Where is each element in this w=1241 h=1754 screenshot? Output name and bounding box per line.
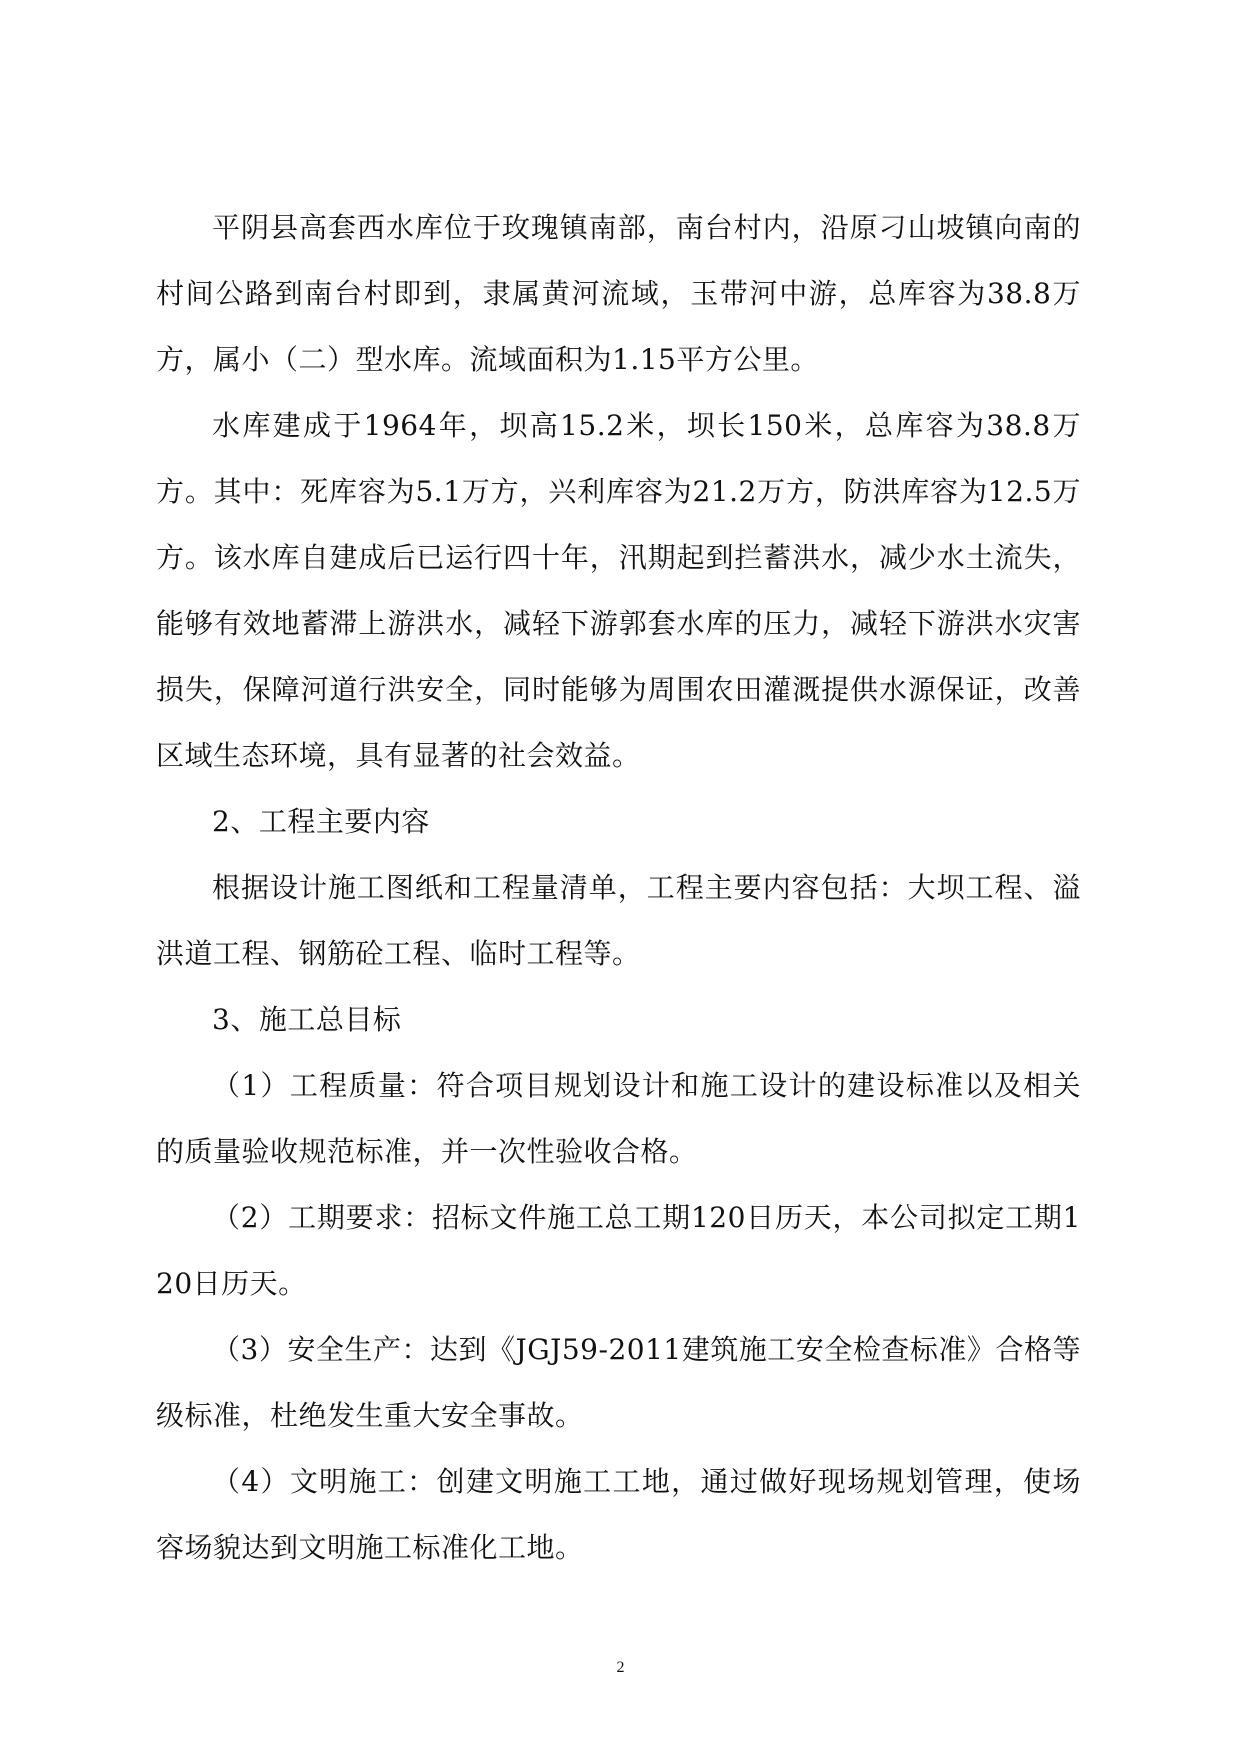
paragraph-reservoir-location: 平阴县高套西水库位于玫瑰镇南部，南台村内，沿原刁山坡镇向南的村间公路到南台村即到，隶属黄河流域，玉带河中游，总库容为38.8万方，属小（二）型水库。流域面积为1.15平方公里。 (156, 211, 1081, 376)
section-heading-main-content: 2、工程主要内容 (212, 805, 430, 838)
paragraph-safety-goal: （3）安全生产：达到《JGJ59-2011建筑施工安全检查标准》合格等级标准，杜绝发生重大安全事故。 (156, 1333, 1081, 1432)
paragraph-civilized-construction-goal: （4）文明施工：创建文明施工工地，通过做好现场规划管理，使场容场貌达到文明施工标准化工地。 (156, 1465, 1081, 1564)
paragraph-schedule-goal: （2）工期要求：招标文件施工总工期120日历天，本公司拟定工期120日历天。 (156, 1201, 1081, 1300)
paragraph-reservoir-history: 水库建成于1964年，坝高15.2米，坝长150米，总库容为38.8万方。其中：死库容为5.1万方，兴利库容为21.2万方，防洪库容为12.5万方。该水库自建成后已运行四十年，汛期起到拦蓄洪水，减少水土流失，能够有效地蓄滞上游洪水，减轻下游郭套水库的压力，减轻下游洪水灾害损失，保障河道行洪安全，同时能够为周围农田灌溉提供水源保证，改善区域生态环境，具有显著的社会效益。 (156, 409, 1081, 772)
section-heading-construction-goals: 3、施工总目标 (212, 1003, 402, 1036)
document-body (156, 195, 1081, 1581)
paragraph-main-content: 根据设计施工图纸和工程量清单，工程主要内容包括：大坝工程、溢洪道工程、钢筋砼工程、临时工程等。 (156, 871, 1081, 970)
paragraph-quality-goal: （1）工程质量：符合项目规划设计和施工设计的建设标准以及相关的质量验收规范标准，并一次性验收合格。 (156, 1069, 1081, 1168)
page-number: 2 (616, 1659, 625, 1676)
